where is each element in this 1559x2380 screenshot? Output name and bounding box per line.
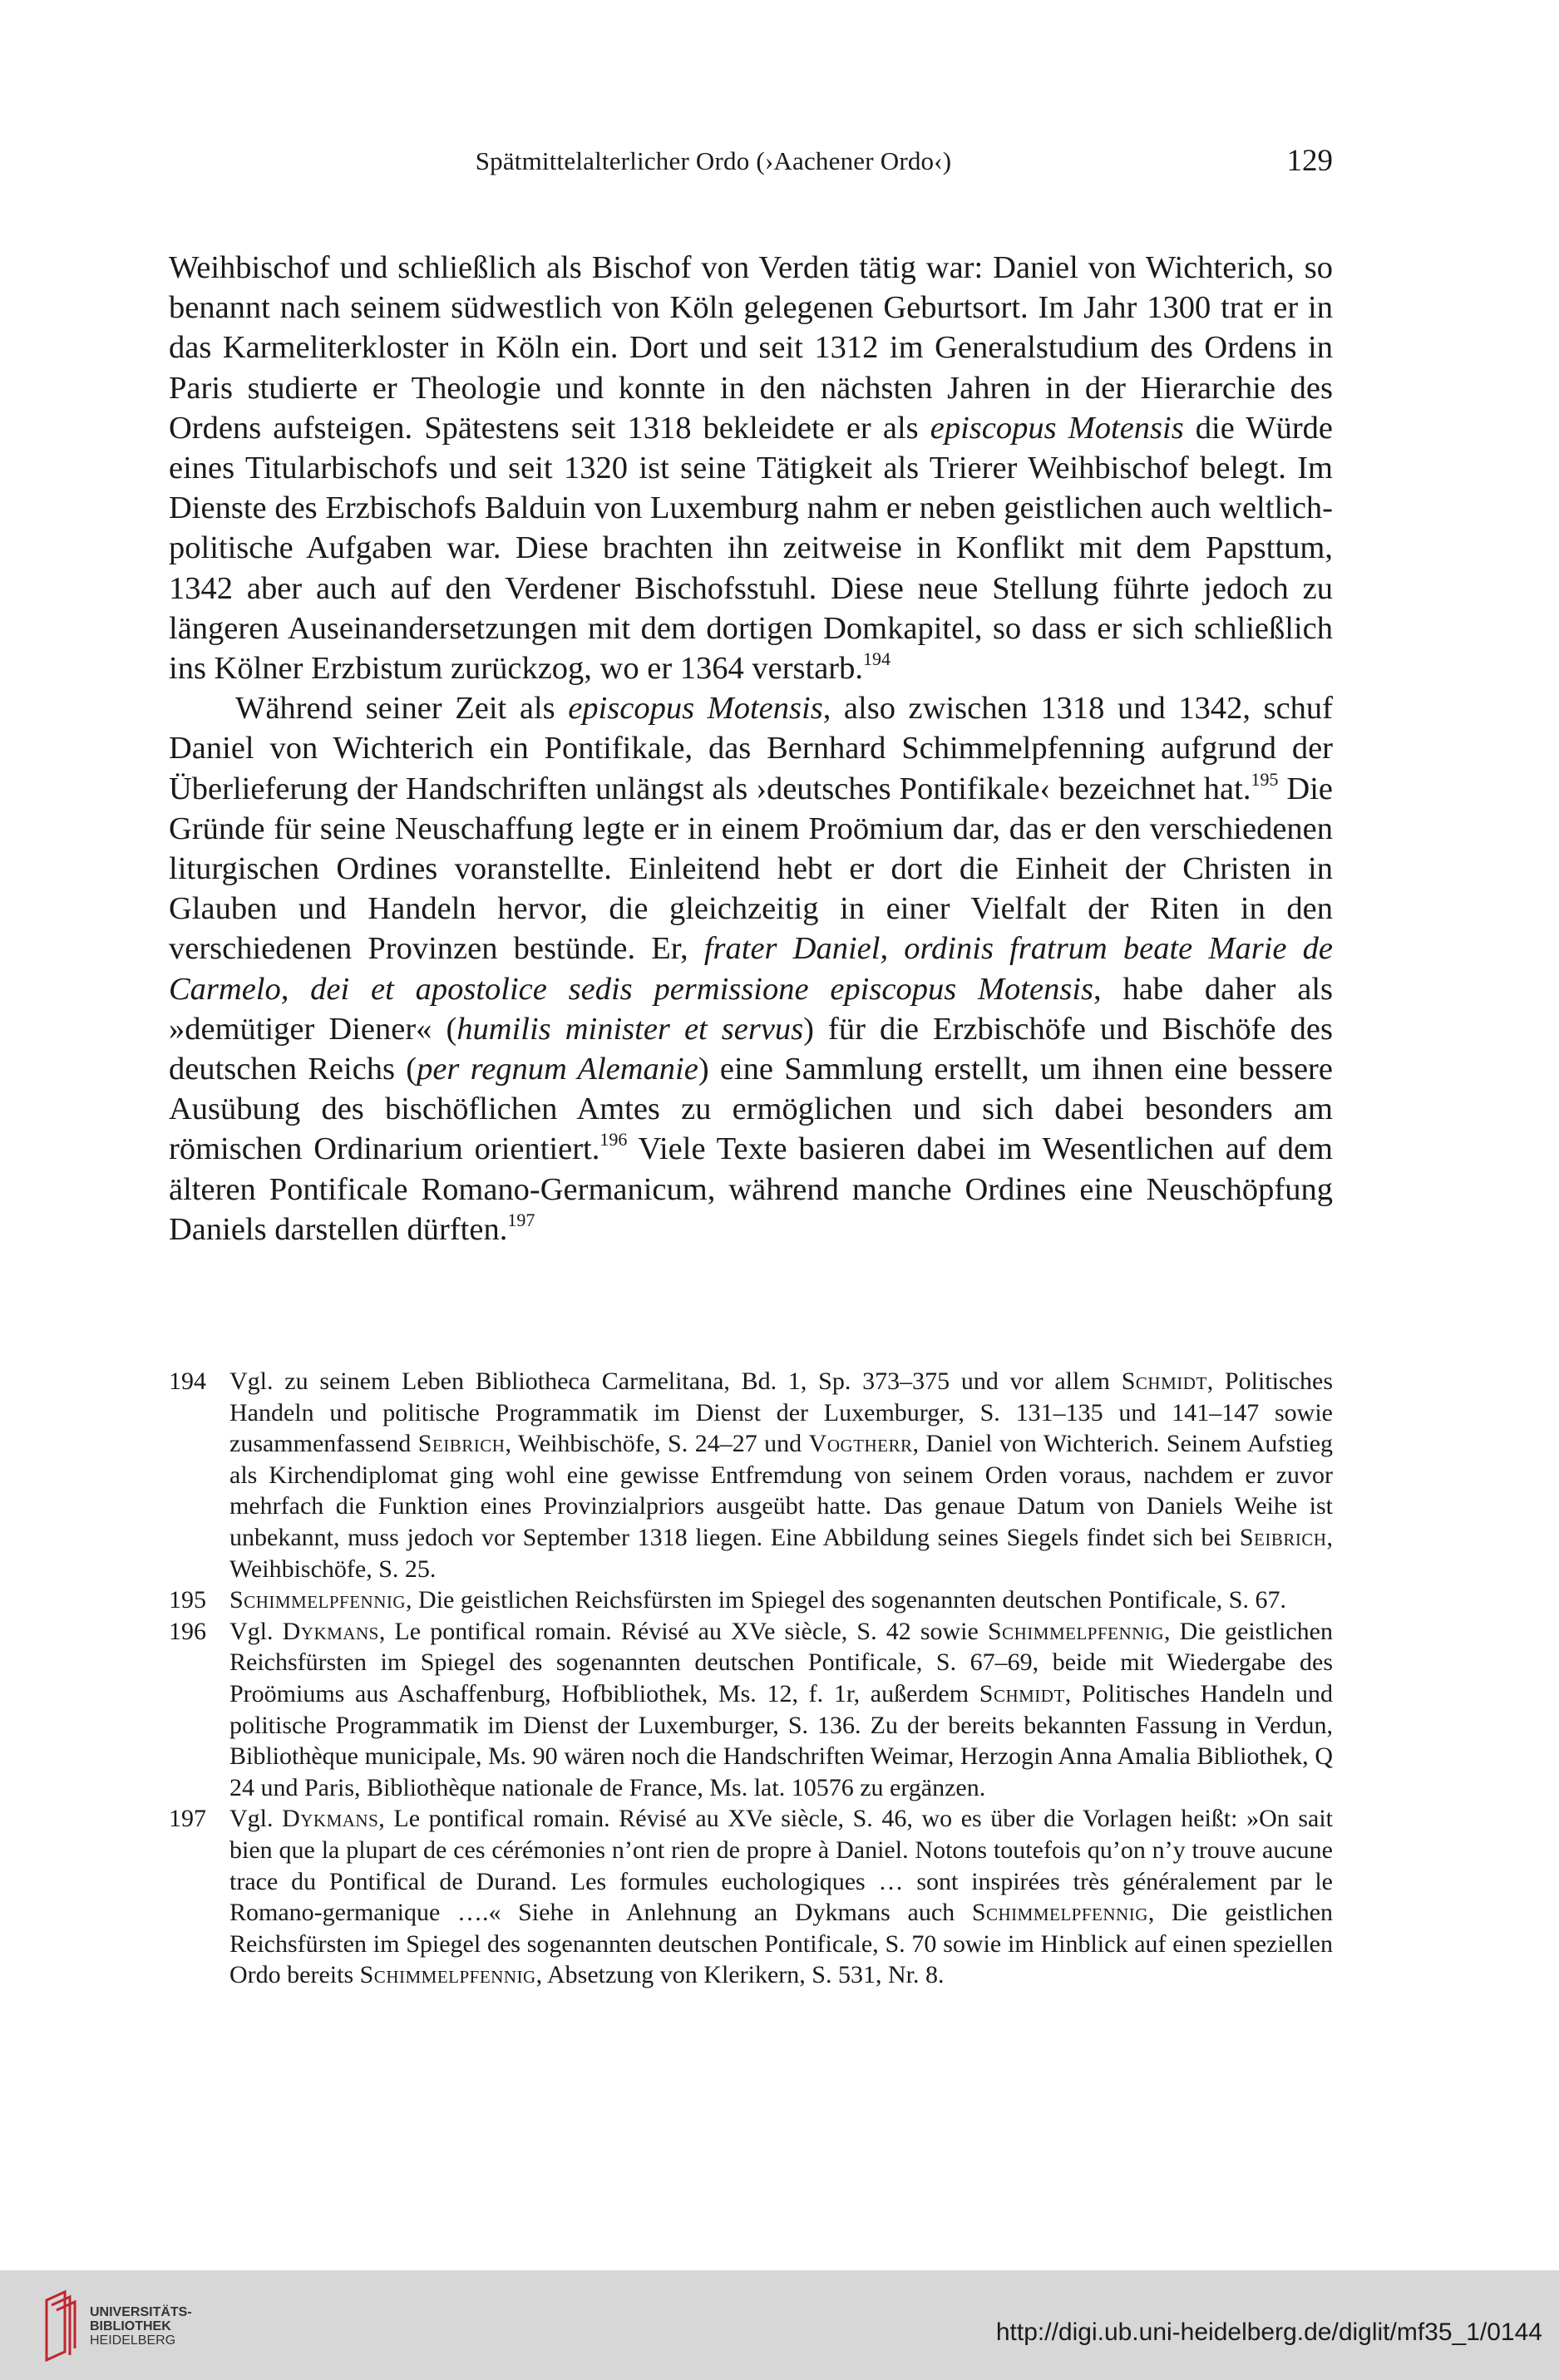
- footnote-194: [169, 1366, 1333, 1584]
- text-run: , Weihbischöfe, S. 25.: [229, 1523, 1333, 1583]
- author-name: Schimmelpfennig: [359, 1961, 536, 1989]
- footnote-195: [169, 1584, 1333, 1616]
- page-number: 129: [1286, 144, 1333, 178]
- paragraph-1: [169, 248, 1333, 688]
- main-text: [169, 248, 1333, 1249]
- text-run: , Le pontifical romain. Révisé au XVe siècle, S. 42 sowie: [378, 1617, 988, 1645]
- author-name: Vogtherr: [808, 1430, 913, 1458]
- library-logo[interactable]: [40, 2282, 198, 2362]
- paragraph-2: [169, 688, 1333, 1249]
- italic-run: frater Daniel, ordinis fratrum beate Marie de Carmelo, dei et apostolice sedis permissione episcopus Motensis: [169, 931, 1334, 1007]
- text-run: , Weihbischöfe, S. 24–27 und: [505, 1430, 809, 1458]
- text-run: , Die geistlichen Reichsfürsten im Spiegel des sogenannten deutschen Pontificale, S. 70 sowie im Hinblick auf einen speziellen Ordo bereits: [229, 1899, 1334, 1989]
- footnote-197: [169, 1803, 1333, 1991]
- text-run: , Le pontifical romain. Révisé au XVe siècle, S. 46, wo es über die Vorlagen heißt: »On sait bien que la plupart de ces cérémonies n’ont rien de propre à Daniel. Notons toutefois qu’on n’y trouve aucune trace du Pontifical de Durand. Les formules euchologiques … sont inspirées très généralement par le Romano-germanique ….« Siehe in Anlehnung an Dykmans auch: [229, 1805, 1334, 1927]
- footer-bar: [0, 2270, 1559, 2380]
- text-run: Vgl.: [229, 1805, 283, 1833]
- author-name: Schmidt: [979, 1679, 1065, 1707]
- library-logo-text: [90, 2305, 192, 2348]
- text-run: , Politisches Handeln und politische Programmatik im Dienst der Luxemburger, S. 136. Zu der bereits bekannten Fassung in Verdun, Bibliothèque municipale, Ms. 90 wären noch die Handschriften Weimar, Herzogin Anna Amalia Bibliothek, Q 24 und Paris, Bibliothèque nationale de France, Ms. lat. 10576 zu ergänzen.: [229, 1679, 1333, 1801]
- logo-line: BIBLIOTHEK: [90, 2319, 171, 2333]
- text-run: Während seiner Zeit als: [235, 691, 569, 727]
- text-run: , Die geistlichen Reichsfürsten im Spiegel des sogenannten deutschen Pontificale, S. 67–69, beide mit Wiedergabe des Proömiums aus Aschaffenburg, Hofbibliothek, Ms. 12, f. 1r, außerdem: [229, 1617, 1333, 1707]
- italic-run: humilis minister et servus: [456, 1011, 804, 1047]
- footnote-number: 196: [169, 1617, 206, 1645]
- text-run: ) für die Erzbischöfe und Bischöfe des deutschen Reichs (: [169, 1011, 1333, 1087]
- text-run: Die Gründe für seine Neuschaffung legte er in einem Proömium dar, das er den verschiedenen liturgischen Ordines voranstellte. Einleitend hebt er dort die Einheit der Christen in Glauben und Handeln hervor, die gleichzeitig in einer Vielfalt der Riten in den verschiedenen Provinzen bestünde. Er,: [169, 771, 1334, 967]
- footnotes: [169, 1366, 1333, 1991]
- text-run: , Politisches Handeln und politische Programmatik im Dienst der Luxemburger, S. 131–135 und 141–147 sowie zusammenfassend: [229, 1367, 1333, 1458]
- author-name: Seibrich: [417, 1430, 506, 1458]
- text-run: Weihbischof und schließlich als Bischof von Verden tätig war: Daniel von Wichterich, so benannt nach seinem südwestlich von Köln gelegenen Geburtsort. Im Jahr 1300 trat er in das Karmeliterkloster in Köln ein. Dort und seit 1312 im Generalstudium des Ordens in Paris studierte er Theologie und konnte in den nächsten Jahren in der Hierarchie des Ordens aufsteigen. Spätestens seit 1318 bekleidete er als: [169, 250, 1333, 446]
- text-run: , also zwischen 1318 und 1342, schuf Daniel von Wichterich ein Pontifikale, das Bernhard Schimmelpfenning aufgrund der Überlieferung der Handschriften unlängst als ›deutsches Pontifikale‹ bezeichnet hat.: [169, 691, 1333, 806]
- text-run: Vgl. zu seinem Leben Bibliotheca Carmelitana, Bd. 1, Sp. 373–375 und vor allem: [229, 1367, 1122, 1395]
- footnote-number: 197: [169, 1805, 206, 1833]
- text-run: , Die geistlichen Reichsfürsten im Spiegel des sogenannten deutschen Pontificale, S. 67.: [406, 1586, 1286, 1614]
- footnote-ref-197[interactable]: 197: [507, 1209, 535, 1230]
- author-name: Schimmelpfennig: [229, 1586, 407, 1614]
- running-title: Spätmittelalterlicher Ordo (›Aachener Ordo‹): [475, 146, 952, 175]
- text-run: , Daniel von Wichterich. Seinem Aufstieg als Kirchendiplomat ging wohl eine gewisse Entfremdung von seinem Orden voraus, nachdem er zuvor mehrfach die Funktion eines Provinzialpriors ausgeübt hatte. Das genaue Datum von Daniels Weihe ist unbekannt, muss jedoch vor September 1318 liegen. Eine Abbildung seines Siegels findet sich bei: [229, 1430, 1334, 1551]
- italic-run: episcopus Motensis: [930, 410, 1184, 446]
- footnote-196: [169, 1616, 1333, 1804]
- text-run: , Absetzung von Klerikern, S. 531, Nr. 8.: [535, 1961, 945, 1989]
- author-name: Seibrich: [1239, 1523, 1327, 1551]
- source-url[interactable]: http://digi.ub.uni-heidelberg.de/diglit/mf35_1/0144: [995, 2318, 1542, 2346]
- italic-run: episcopus Motensis: [568, 691, 823, 727]
- author-name: Schimmelpfennig: [987, 1617, 1164, 1645]
- logo-line: UNIVERSITÄTS-: [90, 2305, 192, 2319]
- author-name: Dykmans: [282, 1805, 379, 1833]
- text-run: die Würde eines Titularbischofs und seit 1320 ist seine Tätigkeit als Trierer Weihbischof belegt. Im Dienste des Erzbischofs Balduin von Luxemburg nahm er neben geistlichen auch weltlich-politische Aufgaben war. Diese brachten ihn zeitweise in Konflikt mit dem Papsttum, 1342 aber auch auf den Verdener Bischofsstuhl. Diese neue Stellung führte jedoch zu längeren Auseinandersetzungen mit dem dortigen Domkapitel, so dass er sich schließlich ins Kölner Erzbistum zurückzog, wo er 1364 verstarb.: [169, 410, 1333, 687]
- logo-line: HEIDELBERG: [90, 2333, 176, 2348]
- footnote-ref-196[interactable]: 196: [599, 1129, 628, 1151]
- text-run: ) eine Sammlung erstellt, um ihnen eine bessere Ausübung des bischöflichen Amtes zu ermöglichen und sich dabei besonders am römischen Ordinarium orientiert.: [169, 1052, 1333, 1167]
- library-logo-icon: [40, 2282, 90, 2362]
- running-head: [169, 140, 1333, 190]
- footnote-ref-194[interactable]: 194: [863, 648, 891, 670]
- italic-run: per regnum Alemanie: [417, 1052, 698, 1087]
- footnote-number: 195: [169, 1586, 206, 1614]
- author-name: Dykmans: [282, 1617, 379, 1645]
- text-run: Viele Texte basieren dabei im Wesentlichen auf dem älteren Pontificale Romano-Germanicum, während manche Ordines eine Neuschöpfung Daniels darstellen dürften.: [169, 1131, 1333, 1247]
- text-run: , habe daher als »demütiger Diener« (: [169, 971, 1333, 1047]
- author-name: Schmidt: [1121, 1367, 1207, 1395]
- footnote-ref-195[interactable]: 195: [1251, 768, 1279, 790]
- footnote-number: 194: [169, 1367, 206, 1395]
- text-run: Vgl.: [229, 1617, 283, 1645]
- author-name: Schimmelpfennig: [971, 1899, 1148, 1927]
